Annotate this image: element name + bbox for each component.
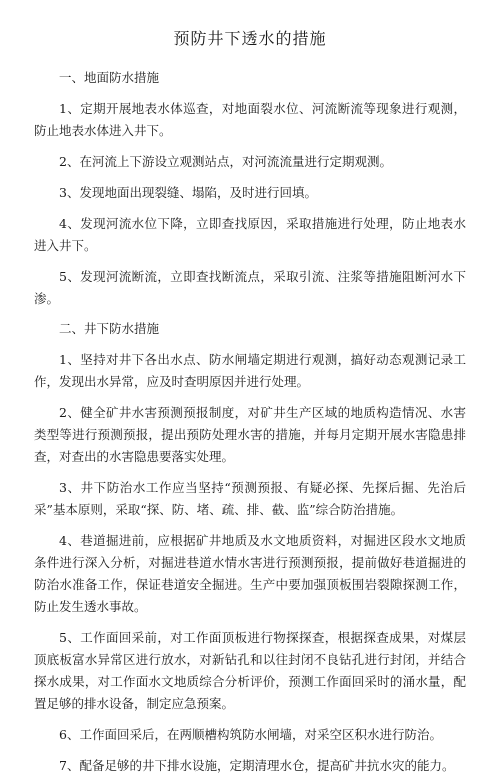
paragraph: 4、发现河流水位下降，立即查找原因，采取措施进行处理，防止地表水进入井下。 (34, 216, 466, 253)
paragraph: 5、工作面回采前，对工作面顶板进行物探探查，根据探查成果，对煤层顶底板富水异常区进行放水，对新钻孔和以往封闭不良钻孔进行封闭，并结合探水成果，对工作面水文地质综合分析评价，预测工作面回采时的涌水量，配置足够的排水设备，制定应急预案。 (34, 630, 466, 711)
section-heading-surface: 一、地面防水措施 (59, 70, 160, 85)
paragraph: 3、井下防治水工作应当坚持“预测预报、有疑必探、先探后掘、先治后采”基本原则，采取“探、防、堵、疏、排、截、监”综合防治措施。 (34, 480, 466, 517)
paragraph: 1、坚持对井下各出水点、防水闸墙定期进行观测，搞好动态观测记录工作，发现出水异常，应及时查明原因并进行处理。 (34, 352, 466, 389)
paragraph: 2、在河流上下游设立观测站点，对河流流量进行定期观测。 (59, 154, 392, 169)
paragraph: 2、健全矿井水害预测预报制度，对矿井生产区域的地质构造情况、水害类型等进行预测预报，提出预防处理水害的措施，并每月定期开展水害隐患排查，对查出的水害隐患要落实处理。 (34, 405, 466, 464)
paragraph: 4、巷道掘进前，应根据矿井地质及水文地质资料，对掘进区段水文地质条件进行深入分析，对掘进巷道水情水害进行预测预报，提前做好巷道掘进的防治水准备工作，保证巷道安全掘进。生产中要加强顶板围岩裂隙探测工作，防止发生透水事故。 (34, 533, 466, 614)
paragraph: 3、发现地面出现裂缝、塌陷，及时进行回填。 (59, 185, 317, 200)
page-title: 预防井下透水的措施 (173, 29, 327, 48)
paragraph: 7、配备足够的井下排水设施，定期清理水仓，提高矿井抗水灾的能力。 (59, 758, 455, 773)
paragraph: 6、工作面回采后，在两顺槽构筑防水闸墙，对采空区积水进行防治。 (59, 727, 442, 742)
section-heading-underground: 二、井下防水措施 (59, 321, 160, 336)
paragraph: 1、定期开展地表水体巡查，对地面裂水位、河流断流等现象进行观测，防止地表水体进入井下。 (34, 101, 466, 138)
paragraph: 5、发现河流断流，立即查找断流点，采取引流、注浆等措施阻断河水下渗。 (34, 269, 466, 306)
